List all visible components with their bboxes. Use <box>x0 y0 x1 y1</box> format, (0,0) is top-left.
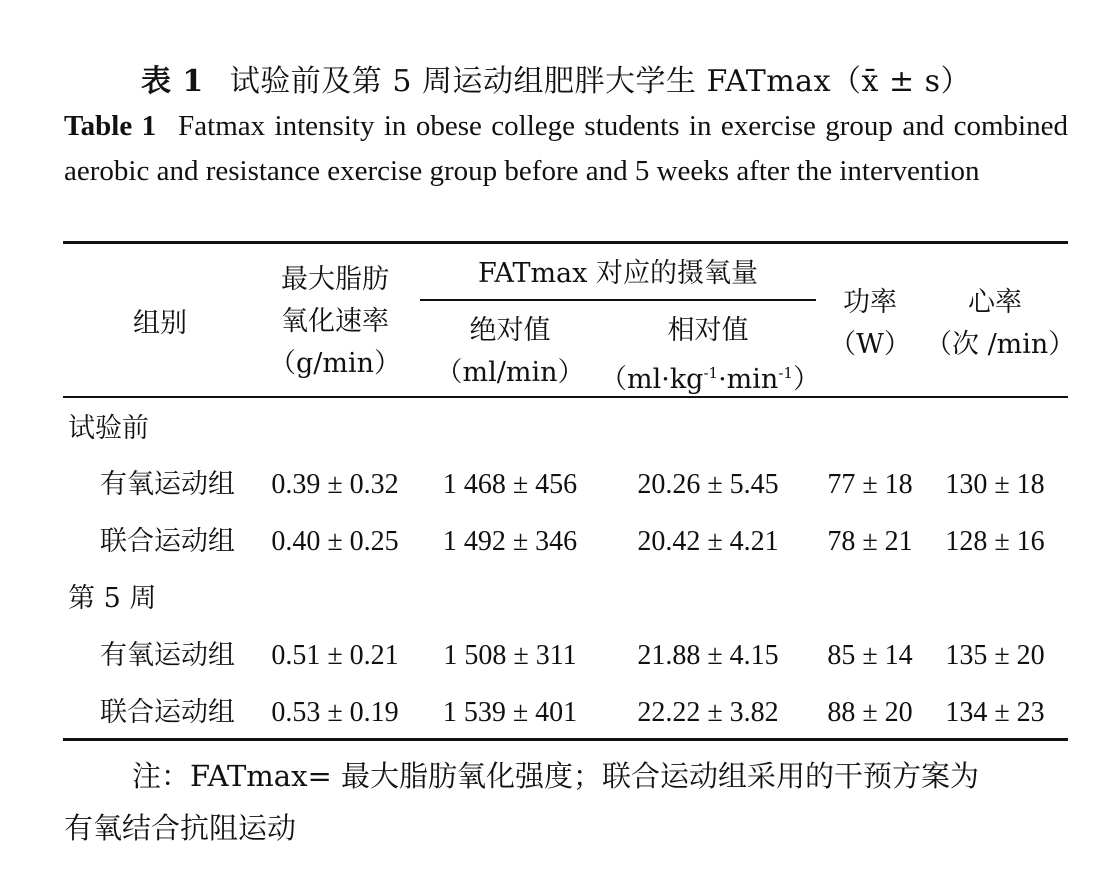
row-group: 有氧运动组 <box>100 640 235 671</box>
row-absolute: 1 539 ± 401 <box>442 697 578 728</box>
row-group: 联合运动组 <box>100 697 235 728</box>
note-line-1: 注：FATmax= 最大脂肪氧化强度；联合运动组采用的干预方案为 <box>132 759 979 793</box>
row-power: 78 ± 21 <box>827 526 913 557</box>
chinese-caption <box>0 56 1112 100</box>
row-mfo: 0.39 ± 0.32 <box>271 469 399 500</box>
row-heart-rate: 134 ± 23 <box>945 697 1045 728</box>
header-relative-unit: $(ml\cdot kg^{-1}\cdot\min^{-1})$ <box>600 364 820 395</box>
note-line-2: 有氧结合抗阻运动 <box>64 811 297 845</box>
header-power-unit: （W） <box>829 329 911 360</box>
span-header-rule <box>420 299 816 301</box>
header-mfo-line2: 氧化速率 <box>281 306 389 337</box>
row-mfo: 0.51 ± 0.21 <box>271 640 399 671</box>
row-heart-rate: 130 ± 18 <box>945 469 1045 500</box>
section-title: 第 5 周 <box>68 583 157 614</box>
header-absolute: 绝对值 <box>469 315 551 346</box>
english-caption <box>64 104 1068 194</box>
caption-en-text: Fatmax intensity in obese college students in exercise group and combined aerobic and resistance exercise group before and 5 weeks after the intervention <box>64 110 1068 187</box>
table-note <box>64 750 1068 854</box>
table-bottom-rule <box>63 738 1068 741</box>
row-absolute: 1 492 ± 346 <box>442 526 578 557</box>
row-power: 85 ± 14 <box>827 640 913 671</box>
row-relative: 20.42 ± 4.21 <box>637 526 779 557</box>
section-title: 试验前 <box>68 413 149 444</box>
header-vo2-span: FATmax 对应的摄氧量 <box>478 258 758 289</box>
row-mfo: 0.40 ± 0.25 <box>271 526 399 557</box>
table-top-rule <box>63 241 1068 244</box>
row-heart-rate: 135 ± 20 <box>945 640 1045 671</box>
header-mfo-line1: 最大脂肪 <box>281 264 389 295</box>
caption-en-label: Table 1 <box>64 110 157 142</box>
row-relative: 21.88 ± 4.15 <box>637 640 779 671</box>
row-group: 联合运动组 <box>100 526 235 557</box>
header-heart-rate: 心率 <box>968 287 1022 318</box>
row-power: 88 ± 20 <box>827 697 913 728</box>
header-absolute-unit: （ml/min） <box>435 357 585 388</box>
row-absolute: 1 468 ± 456 <box>442 469 578 500</box>
row-group: 有氧运动组 <box>100 469 235 500</box>
row-power: 77 ± 18 <box>827 469 913 500</box>
row-relative: 20.26 ± 5.45 <box>637 469 779 500</box>
header-group: 组别 <box>133 308 187 339</box>
caption-cn-label: 表 1 <box>140 64 204 99</box>
header-bottom-rule <box>63 396 1068 398</box>
header-relative: 相对值 <box>667 315 749 346</box>
row-absolute: 1 508 ± 311 <box>443 640 577 671</box>
header-mfo-unit: （g/min） <box>268 348 401 379</box>
header-power: 功率 <box>843 287 897 318</box>
caption-cn-text: 试验前及第 5 周运动组肥胖大学生 FATmax（x̄ ± s） <box>229 64 972 99</box>
header-heart-rate-unit: （次 /min） <box>925 329 1076 360</box>
row-mfo: 0.53 ± 0.19 <box>271 697 399 728</box>
row-heart-rate: 128 ± 16 <box>945 526 1045 557</box>
row-relative: 22.22 ± 3.82 <box>637 697 779 728</box>
